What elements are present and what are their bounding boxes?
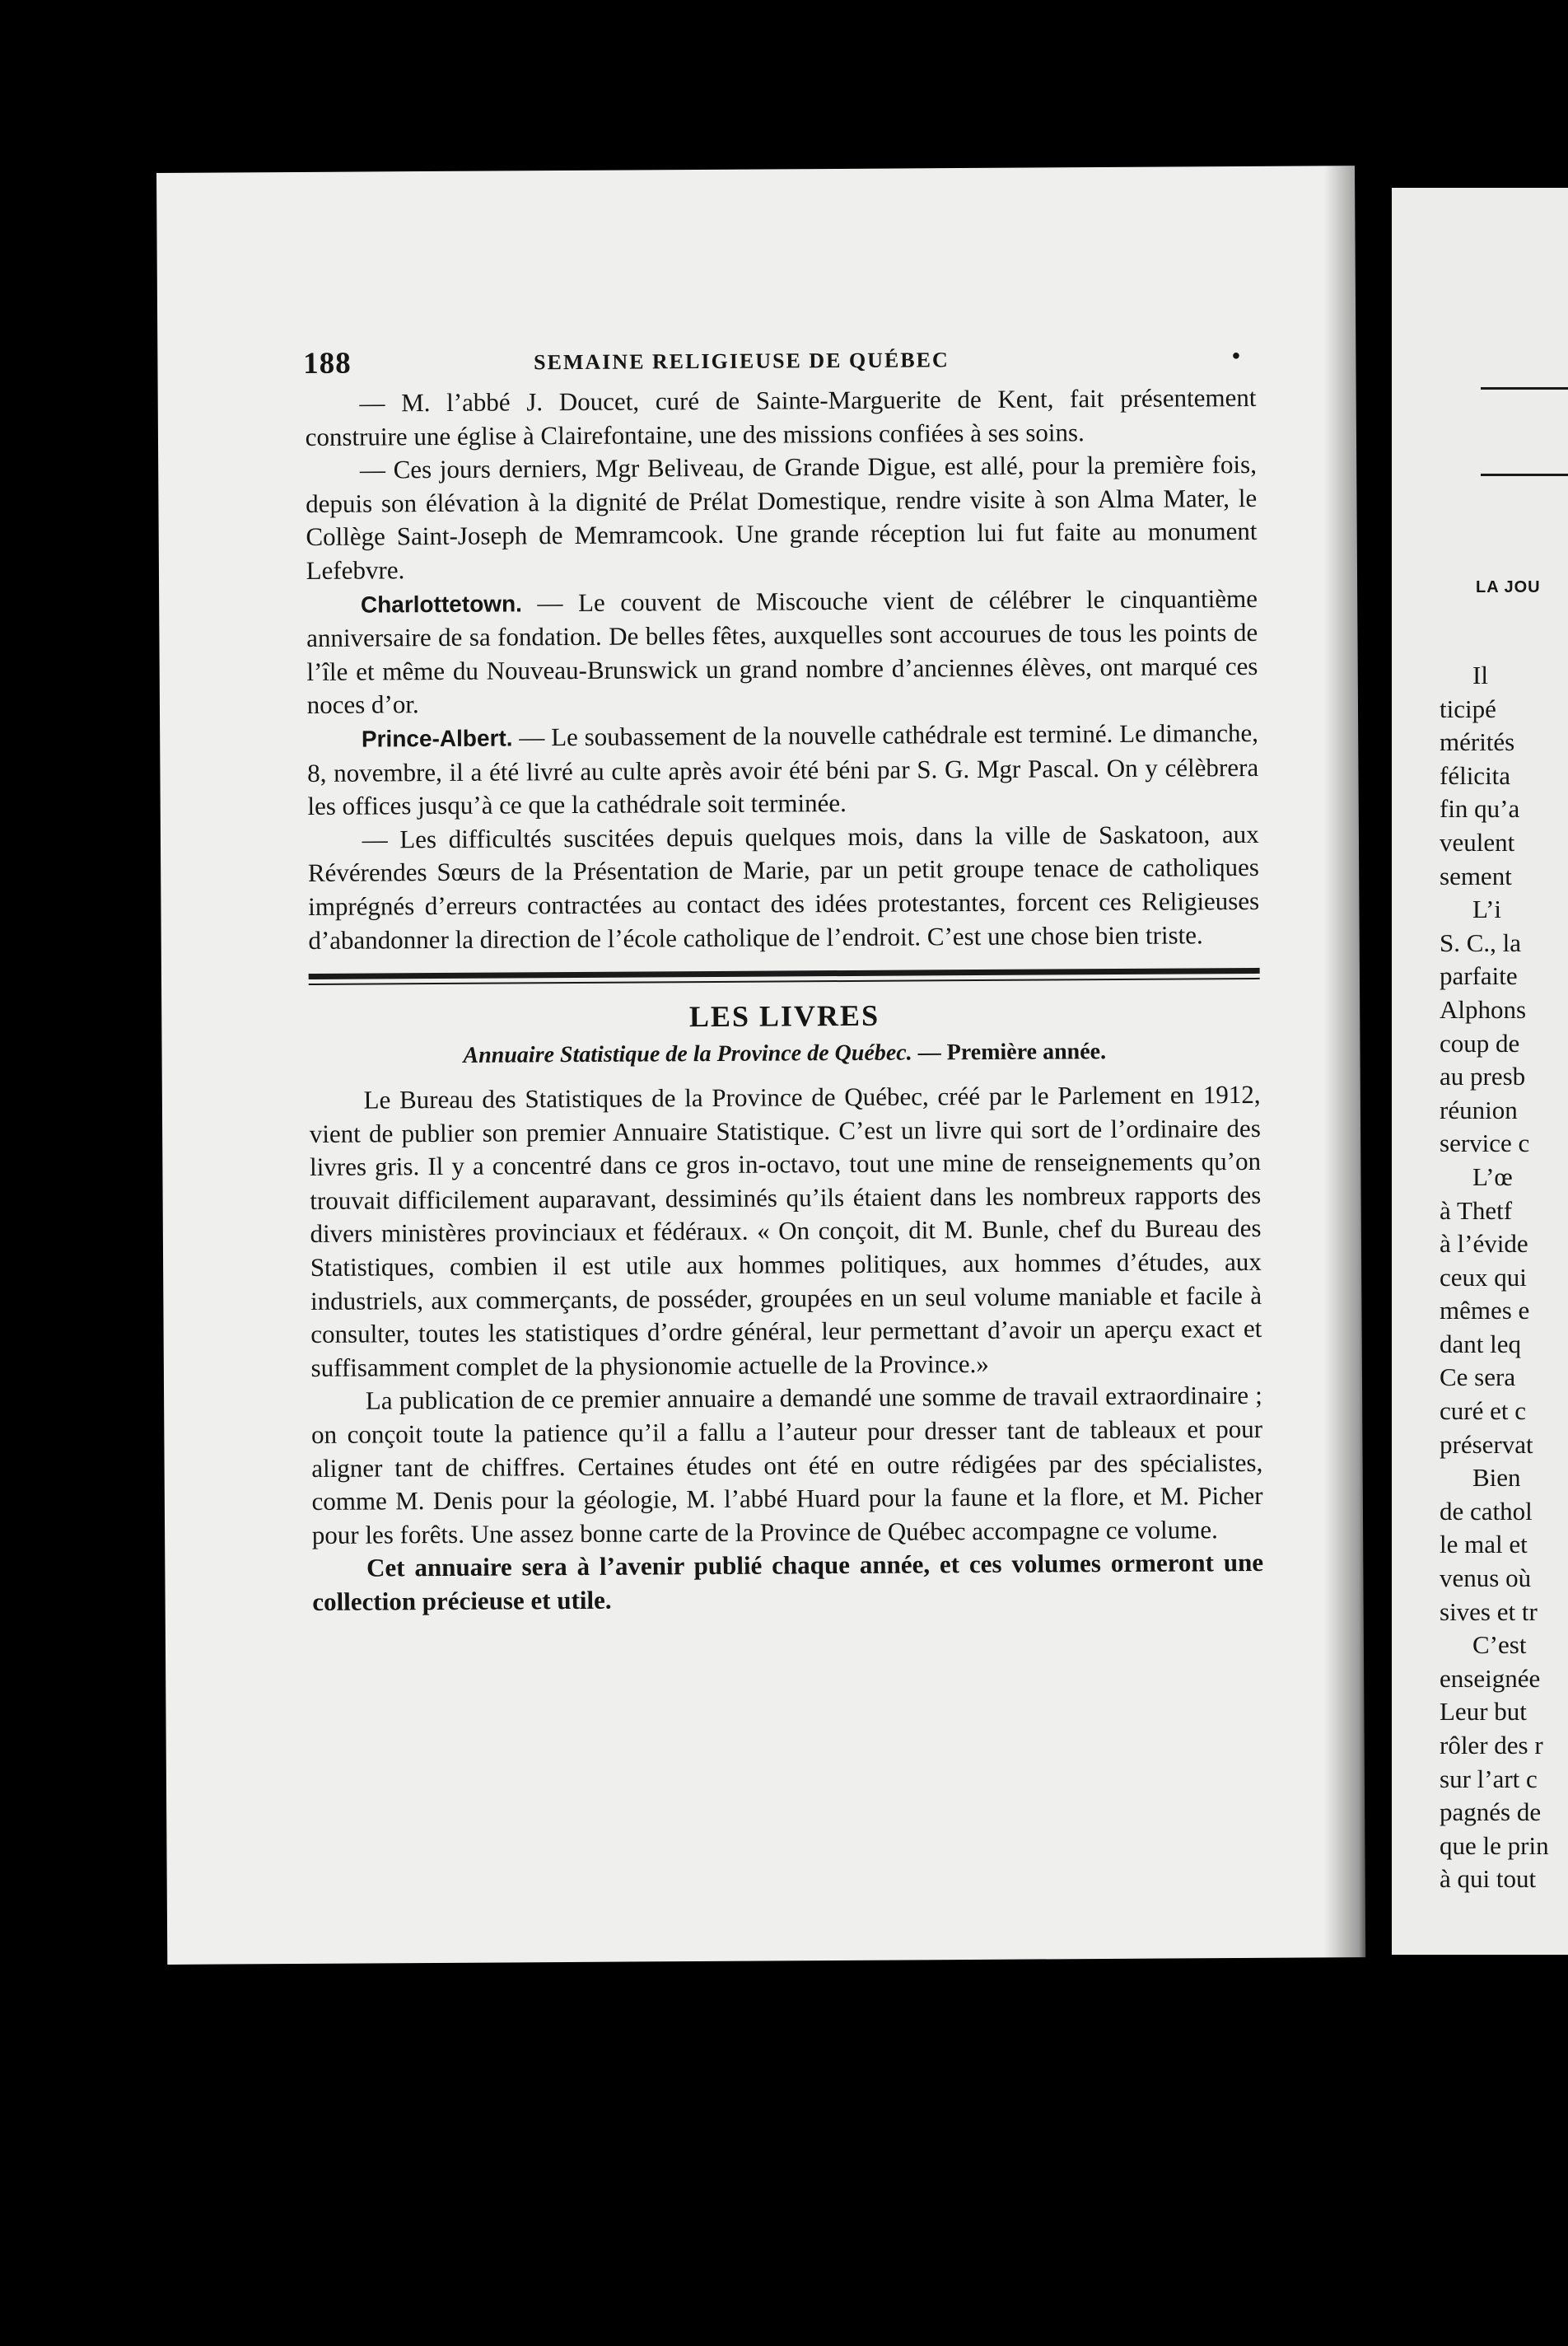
right-page-line: préservat: [1440, 1429, 1533, 1459]
news-place: Charlottetown.: [360, 590, 523, 618]
right-page-line: pagnés de: [1440, 1797, 1542, 1827]
right-page-line: à qui tout: [1440, 1864, 1537, 1894]
right-page-line: parfaite: [1440, 961, 1518, 991]
right-page-line: à Thetf: [1440, 1195, 1513, 1225]
review-paragraph: La publication de ce premier annuaire a demandé une somme de travail extraordinaire ; on conçoit toute la patience qu’il a fallu a l’auteur pour dresser tant de tableaux et pour aligner tant de chiffres. Certaines études ont été en outre rédigées par des spécialistes, comme M. Denis pour la géologie, M. l’abbé Huard pour la faune et la flore, et M. Picher pour les forêts. Une assez bonne carte de la Province de Québec accompagne ce volume.: [310, 1381, 1263, 1549]
right-page-line: le mal et: [1440, 1530, 1528, 1559]
book-reference: [309, 1035, 1260, 1073]
right-page-line: fin qu’a: [1440, 794, 1520, 824]
right-page-line: au presb: [1440, 1062, 1526, 1091]
running-title: SEMAINE RELIGIEUSE DE QUÉBEC: [534, 348, 950, 375]
right-page-line: rôler des r: [1440, 1731, 1543, 1760]
right-page-line: dant leq: [1440, 1329, 1521, 1358]
page-gutter-shadow: [1324, 165, 1374, 1977]
news-item: — Les difficultés suscitées depuis quelques mois, dans la ville de Saskatoon, aux Révérendes Sœurs de la Présentation de Marie, par un petit groupe tenace de catholiques imprégnés d’erreurs contractées au contact des idées protestantes, forcent ces Religieuses d’abandonner la direction de l’école catholique de l’endroit. C’est une chose bien triste.: [307, 819, 1260, 955]
right-page-line: Leur but: [1440, 1697, 1527, 1727]
right-page-line: ticipé: [1440, 694, 1496, 723]
right-page-line: veulent: [1440, 827, 1515, 857]
right-page-line: ceux qui: [1440, 1262, 1527, 1292]
news-item: — M. l’abbé J. Doucet, curé de Sainte-Marguerite de Kent, fait présentement construire une église à Clairefontaine, une des missions confiées à ses soins.: [305, 382, 1257, 451]
right-page-line: de cathol: [1440, 1496, 1533, 1526]
right-page-section-head: LA JOU: [1476, 578, 1541, 596]
right-page-line: mêmes e: [1440, 1296, 1530, 1325]
page-number: 188: [303, 346, 352, 381]
right-page-line: mérités: [1440, 727, 1515, 757]
right-page-line: enseignée: [1440, 1663, 1541, 1693]
right-page-line: Bien: [1472, 1463, 1521, 1493]
left-page-text: [305, 340, 1263, 1619]
news-place: Prince-Albert.: [361, 725, 513, 752]
right-page-line: sives et tr: [1440, 1596, 1538, 1626]
news-item: Prince-Albert. — Le soubassement de la nouvelle cathédrale est terminé. Le dimanche, 8, novembre, il a été livré au culte après avoir été béni par S. G. Mgr Pascal. On y célèbrera les offices jusqu’à ce que la cathédrale soit terminée.: [307, 717, 1259, 821]
right-page-line: L’i: [1472, 895, 1502, 924]
right-page-line: L’œ: [1472, 1161, 1513, 1191]
running-head: [305, 340, 1256, 387]
right-page-rule: [1481, 387, 1568, 390]
news-item: — Ces jours derniers, Mgr Beliveau, de Grande Digue, est allé, pour la première fois, depuis son élévation à la dignité de Prélat Domestique, rendre visite à son Alma Mater, le Collège Saint-Joseph de Memramcook. Une grande réception lui fut faite au monument Lefebvre.: [306, 450, 1258, 585]
right-page-rule: [1481, 474, 1568, 476]
right-page-text: [1440, 659, 1568, 1896]
right-page-line: Ce sera: [1440, 1362, 1516, 1392]
right-page-line: félicita: [1440, 760, 1511, 790]
right-page-line: coup de: [1440, 1028, 1520, 1058]
right-page-line: C’est: [1472, 1630, 1527, 1660]
right-page-line: S. C., la: [1440, 928, 1522, 957]
news-item: Charlottetown. — Le couvent de Miscouche vient de célébrer le cinquantième anniversaire de sa fondation. De belles fêtes, auxquelles sont accourues de tous les points de l’île et même du Nouveau-Brunswick un grand nombre d’anciennes élèves, ont marqué ces noces d’or.: [306, 583, 1258, 720]
right-page-line: venus où: [1440, 1563, 1532, 1593]
right-page-line: Alphons: [1440, 994, 1527, 1024]
right-page-line: à l’évide: [1440, 1229, 1528, 1259]
right-page-line: Il: [1472, 661, 1488, 689]
right-page-line: sur l’art c: [1440, 1764, 1538, 1793]
section-divider-thin: [309, 978, 1260, 985]
right-page-line: sement: [1440, 861, 1512, 890]
section-divider-thick: [309, 968, 1260, 979]
running-head-mark: •: [1232, 343, 1241, 370]
review-paragraph: Cet annuaire sera à l’avenir publié chaque année, et ces volumes ormeront une collection précieuse et utile.: [312, 1548, 1264, 1616]
right-page-line: réunion: [1440, 1095, 1518, 1124]
right-page-line: service c: [1440, 1129, 1530, 1158]
book-edition: — Première année.: [917, 1039, 1107, 1066]
section-title: LES LIVRES: [688, 998, 880, 1034]
right-page-line: curé et c: [1440, 1396, 1526, 1426]
book-title: Annuaire Statistique de la Province de Québec.: [463, 1040, 912, 1068]
review-paragraph: Le Bureau des Statistiques de la Province de Québec, créé par le Parlement en 1912, vient de publier son premier Annuaire Statistique. C’est un livre qui sort de l’ordinaire des livres gris. Il y a concentré dans ce gros in-octavo, tout une mine de renseignements qu’on trouvait difficilement auparavant, dessiminés qu’ils étaient dans les nombreux rapports des divers ministères provinciaux et fédéraux. « On conçoit, dit M. Bunle, chef du Bureau des Statistiques, combien il est utile aux hommes politiques, aux hommes d’études, aux industriels, aux commerçants, de posséder, groupées en un seul volume maniable et facile à consulter, toutes les statistiques d’ordre général, leur permettant d’avoir un aperçu exact et suffisamment complet de la physionomie actuelle de la Province.»: [309, 1080, 1262, 1382]
right-page-line: que le prin: [1440, 1830, 1549, 1860]
